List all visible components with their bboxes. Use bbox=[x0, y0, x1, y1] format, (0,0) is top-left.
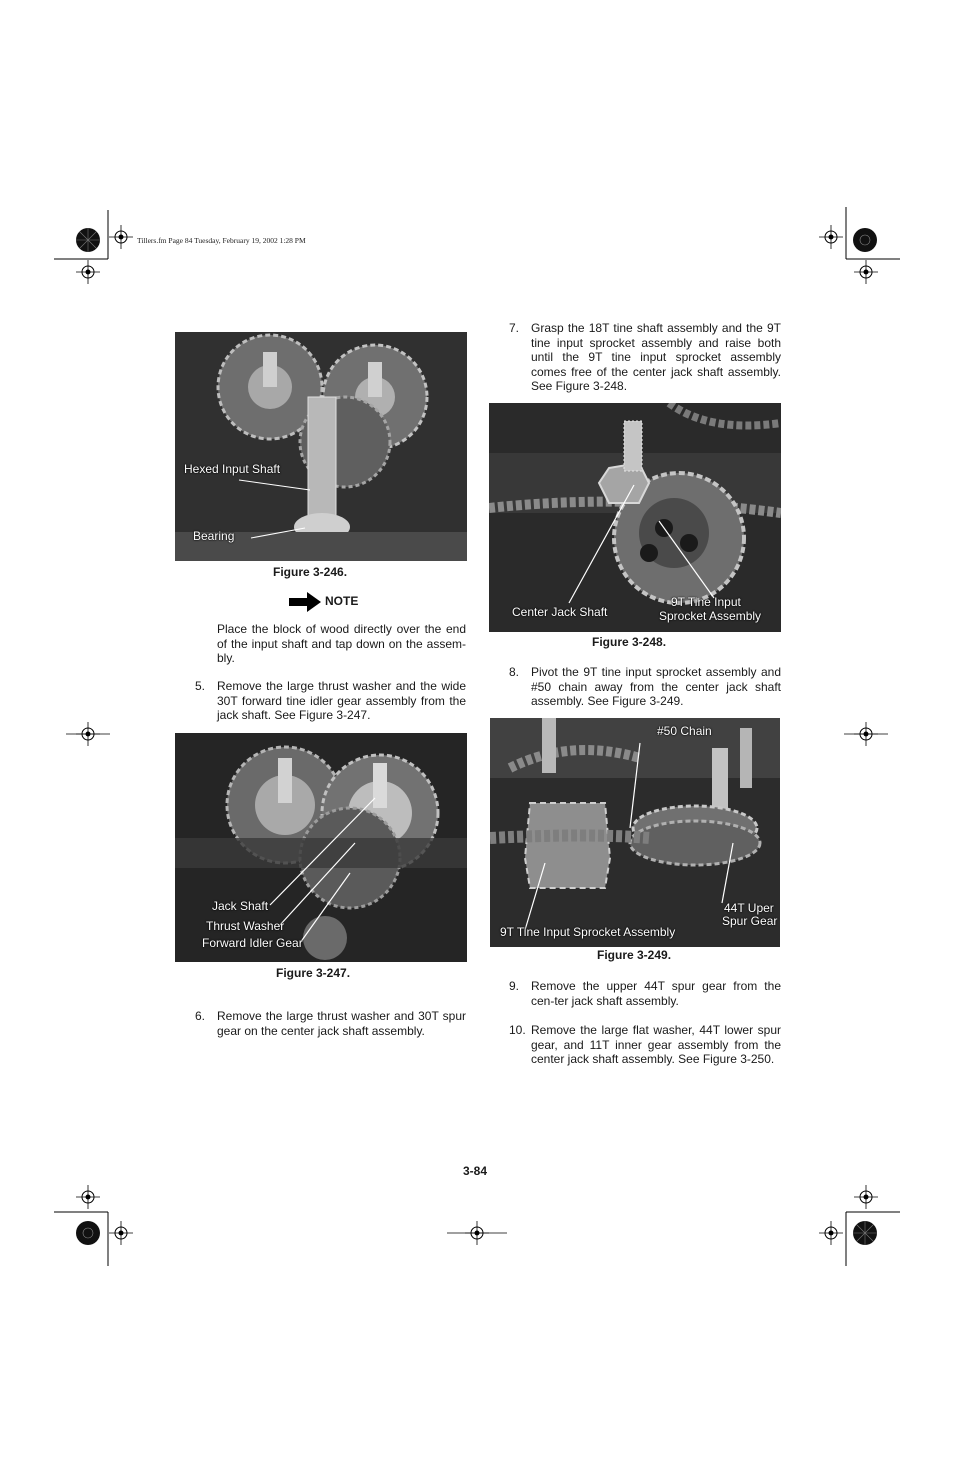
figure-249-photo bbox=[490, 718, 780, 947]
step-text: Grasp the 18T tine shaft assembly and the 9T tine input sprocket assembly and raise both until the 9T tine input sprocket assembly comes free of the center jack shaft assembly. See Figure 3-248. bbox=[531, 321, 781, 393]
step-text: Pivot the 9T tine input sprocket assembly and #50 chain away from the center jack shaft assembly. See Figure 3-249. bbox=[531, 665, 781, 708]
figure-247-caption: Figure 3-247. bbox=[276, 966, 351, 980]
arrow-right-icon bbox=[289, 592, 321, 612]
step-text: Remove the large flat washer, 44T lower spur gear, and 11T inner gear assembly from the center jack shaft assembly. See Figure 3-250. bbox=[531, 1023, 781, 1066]
step-number: 7. bbox=[509, 321, 520, 335]
callout-50-chain: #50 Chain bbox=[657, 724, 712, 738]
note-label: NOTE bbox=[325, 594, 359, 608]
print-header: Tillers.fm Page 84 Tuesday, February 19, 2002 1:28 PM bbox=[137, 236, 306, 245]
callout-9t-tine-input: 9T Tine Input bbox=[671, 595, 741, 609]
step-number: 10. bbox=[509, 1023, 526, 1037]
callout-center-jack-shaft: Center Jack Shaft bbox=[512, 605, 608, 619]
figure-247-photo bbox=[175, 733, 467, 962]
callout-sprocket-assembly: Sprocket Assembly bbox=[659, 609, 762, 623]
callout-forward-idler-gear: Forward Idler Gear bbox=[202, 936, 303, 950]
step-number: 5. bbox=[195, 679, 206, 693]
step-number: 9. bbox=[509, 979, 520, 993]
callout-44t-uper: 44T Uper bbox=[724, 901, 774, 915]
figure-246-photo bbox=[175, 332, 467, 561]
callout-hexed-input-shaft: Hexed Input Shaft bbox=[184, 462, 281, 476]
note-text: Place the block of wood directly over the end of the input shaft and tap down on the assem-bly. bbox=[217, 622, 466, 665]
figure-246-caption: Figure 3-246. bbox=[273, 565, 348, 579]
step-text: Remove the upper 44T spur gear from the cen-ter jack shaft assembly. bbox=[531, 979, 781, 1008]
figure-246-illustration bbox=[175, 332, 467, 561]
callout-spur-gear: Spur Gear bbox=[722, 914, 778, 928]
step-number: 8. bbox=[509, 665, 520, 679]
step-number: 6. bbox=[195, 1009, 206, 1023]
callout-thrust-washer: Thrust Washer bbox=[206, 919, 285, 933]
figure-249-caption: Figure 3-249. bbox=[597, 948, 672, 962]
step-text: Remove the large thrust washer and the wide 30T forward tine idler gear assembly from the jack shaft. See Figure 3-247. bbox=[217, 679, 466, 722]
callout-9t-tine-input-sprocket-assembly: 9T Tine Input Sprocket Assembly bbox=[500, 925, 676, 939]
figure-248-photo bbox=[489, 403, 781, 632]
figure-248-caption: Figure 3-248. bbox=[592, 635, 667, 649]
page-number: 3-84 bbox=[463, 1164, 488, 1178]
callout-jack-shaft: Jack Shaft bbox=[212, 899, 269, 913]
step-text: Remove the large thrust washer and 30T spur gear on the center jack shaft assembly. bbox=[217, 1009, 466, 1038]
callout-bearing: Bearing bbox=[193, 529, 235, 543]
